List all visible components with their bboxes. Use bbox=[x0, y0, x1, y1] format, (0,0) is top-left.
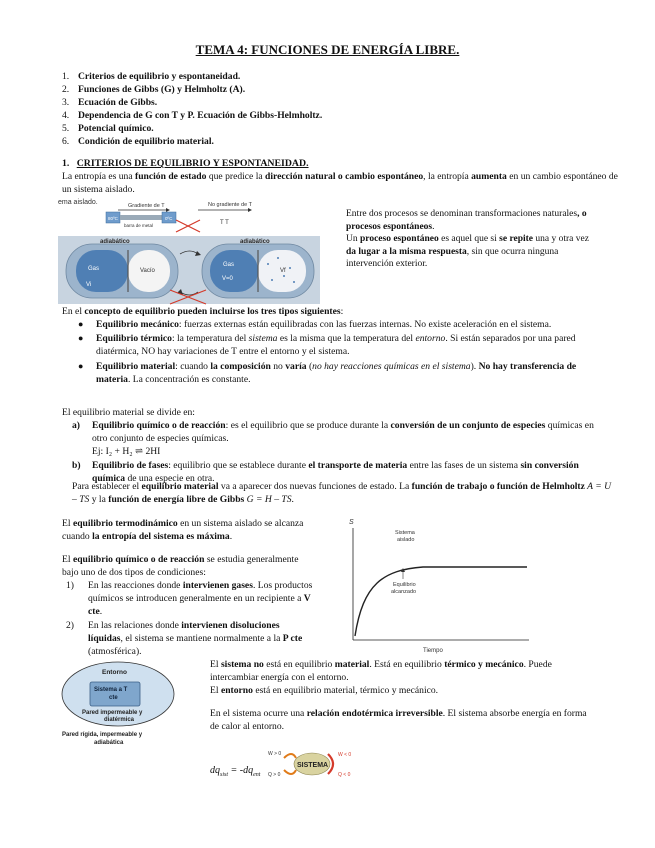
section-heading: 1. CRITERIOS DE EQUILIBRIO Y ESPONTANEIDAD. bbox=[62, 158, 309, 169]
toc-item: 5. Potencial químico. bbox=[62, 123, 154, 134]
spontaneous-process-figure bbox=[58, 196, 338, 308]
endothermic-text: En el sistema ocurre una relación endotérmica irreversible. El sistema absorbe energía en forma de calor al entorno. bbox=[210, 708, 587, 733]
adiabatic-left-label: adiabático bbox=[100, 239, 130, 245]
x-axis-label: Tiempo bbox=[423, 648, 443, 654]
y-axis-label: S bbox=[349, 519, 354, 526]
spontaneous-definition: Entre dos procesos se denominan transformaciones naturales, o procesos espontáneos. Un proceso espontáneo es aquel que si se repite una y otra vez da lugar a la misma respuesta, sin que ocurra ninguna intervención exterior. bbox=[346, 209, 589, 269]
toc-item: 4. Dependencia de G con T y P. Ecuación de Gibbs-Helmholtz. bbox=[62, 110, 323, 121]
no-gradient-label: No gradiente de T bbox=[208, 202, 252, 208]
hot-label: 80ºC bbox=[108, 216, 118, 221]
equilibrium-label-1: Equilibrio bbox=[393, 582, 416, 588]
system-energy-figure bbox=[266, 744, 362, 780]
rigid-wall-label-2: adiabática bbox=[94, 740, 124, 746]
bar-label: barra de metal bbox=[124, 223, 154, 228]
list-item: ● Equilibrio mecánico: fuerzas externas están equilibradas con las fuerzas internas. No existe aceleración en el sistema. bbox=[78, 319, 552, 330]
wall-label-1: Pared impermeable y bbox=[82, 710, 143, 716]
equilibrium-types-list bbox=[78, 318, 598, 387]
helmholtz-gibbs-paragraph: Para establecer el equilibrio material va a aparecer dos nuevas funciones de estado. La función de trabajo o función de Helmholtz A = U – TS y la función de energía libre de Gibbs G = H – TS. bbox=[72, 481, 612, 506]
list-item: a) Equilibrio químico o de reacción: es el equilibrio que se produce durante la conversión de un conjunto de especies químicas en otro conjunto de especies químicas. Ej: I₂ + H₂ ⇌ 2HI bbox=[72, 420, 594, 458]
w-negative-label: W < 0 bbox=[338, 752, 352, 758]
environment-label: Entorno bbox=[102, 669, 127, 676]
figure-caption-top: ema aislado. bbox=[58, 199, 98, 206]
wall-label-2: diatérmica bbox=[104, 717, 135, 723]
page-title: TEMA 4: FUNCIONES DE ENERGÍA LIBRE. bbox=[195, 42, 460, 57]
isolated-label-2: aislado bbox=[397, 537, 415, 543]
toc-item: 1. Criterios de equilibrio y espontaneidad. bbox=[62, 71, 241, 82]
adiabatic-right-label: adiabático bbox=[240, 239, 270, 245]
tt-label: T T bbox=[220, 220, 229, 226]
gradient-label: Gradiente de T bbox=[128, 203, 165, 209]
entropy-time-chart bbox=[343, 514, 543, 656]
table-of-contents bbox=[62, 70, 322, 148]
environment-diagram bbox=[60, 658, 200, 752]
system-label-2: cte bbox=[109, 695, 118, 701]
toc-item: 3. Ecuación de Gibbs. bbox=[62, 97, 158, 108]
equilibrium-concept: En el concepto de equilibrio pueden incluirse los tres tipos siguientes: bbox=[62, 306, 344, 317]
material-equilibrium-list bbox=[72, 419, 597, 485]
gas-label: Gas bbox=[88, 266, 100, 272]
rigid-wall-label-1: Pared rígida, impermeable y bbox=[62, 732, 143, 738]
sistema-label: SISTEMA bbox=[297, 762, 329, 769]
isolated-label-1: Sistema bbox=[395, 530, 415, 536]
chemical-equilibrium: El equilibrio químico o de reacción se estudia generalmente bajo uno de dos tipos de condiciones: bbox=[62, 554, 299, 579]
list-item: 2) En las relaciones donde intervienen disoluciones líquidas, el sistema se mantiene normalmente a la P cte (atmosférica). bbox=[66, 619, 303, 658]
q-positive-label: Q > 0 bbox=[268, 772, 281, 778]
q-negative-label: Q < 0 bbox=[338, 772, 351, 778]
system-equilibrium-text: El sistema no está en equilibrio material. Está en equilibrio térmico y mecánico. Puede intercambiar energía con el entorno. El entorno está en equilibrio material, térmico y mecánico. bbox=[210, 659, 552, 697]
thermodynamic-equilibrium: El equilibrio termodinámico en un sistema aislado se alcanza cuando la entropía del sistema es máxima. bbox=[62, 518, 304, 543]
material-equilibrium-intro: El equilibrio material se divide en: bbox=[62, 407, 195, 418]
heat-equation: $dq_{sist} = -dq_{ent}$ bbox=[210, 765, 261, 778]
conditions-list bbox=[66, 579, 316, 658]
list-item: ● Equilibrio térmico: la temperatura del sistema es la misma que la temperatura del entorno. Si están separados por una pared diatérmica, NO hay variaciones de T entre el entorno y el sistema. bbox=[78, 333, 576, 358]
system-label-1: Sistema a T bbox=[94, 687, 128, 693]
toc-item: 6. Condición de equilibrio material. bbox=[62, 136, 214, 147]
cold-label: 0ºC bbox=[165, 216, 173, 221]
toc-item: 2. Funciones de Gibbs (G) y Helmholtz (A). bbox=[62, 84, 246, 95]
vf-label: Vf bbox=[280, 268, 286, 274]
w-positive-label: W > 0 bbox=[268, 751, 282, 757]
list-item: ● Equilibrio material: cuando la composición no varía (no hay reacciones químicas en el sistema). No hay transferencia de materia. La concentración es constante. bbox=[78, 360, 577, 385]
intro-paragraph: La entropía es una función de estado que predice la dirección natural o cambio espontáneo, la entropía aumenta en un cambio espontáneo de un sistema aislado. bbox=[62, 171, 618, 196]
list-item: b) Equilibrio de fases: equilibrio que se establece durante el transporte de materia entre las fases de un sistema sin conversión química de una especie en otra. bbox=[72, 459, 579, 484]
v0-label: V=0 bbox=[222, 276, 233, 282]
entropy-curve bbox=[355, 567, 527, 636]
vi-label: Vi bbox=[86, 282, 92, 288]
system-box bbox=[90, 682, 140, 706]
gas-label-right: Gas bbox=[223, 262, 235, 268]
vacuum-label: Vacío bbox=[140, 268, 155, 274]
list-item: 1) En las reacciones donde intervienen gases. Los productos químicos se introducen generalmente en un recipiente a V cte. bbox=[66, 580, 313, 618]
equilibrium-label-2: alcanzado bbox=[391, 589, 417, 595]
